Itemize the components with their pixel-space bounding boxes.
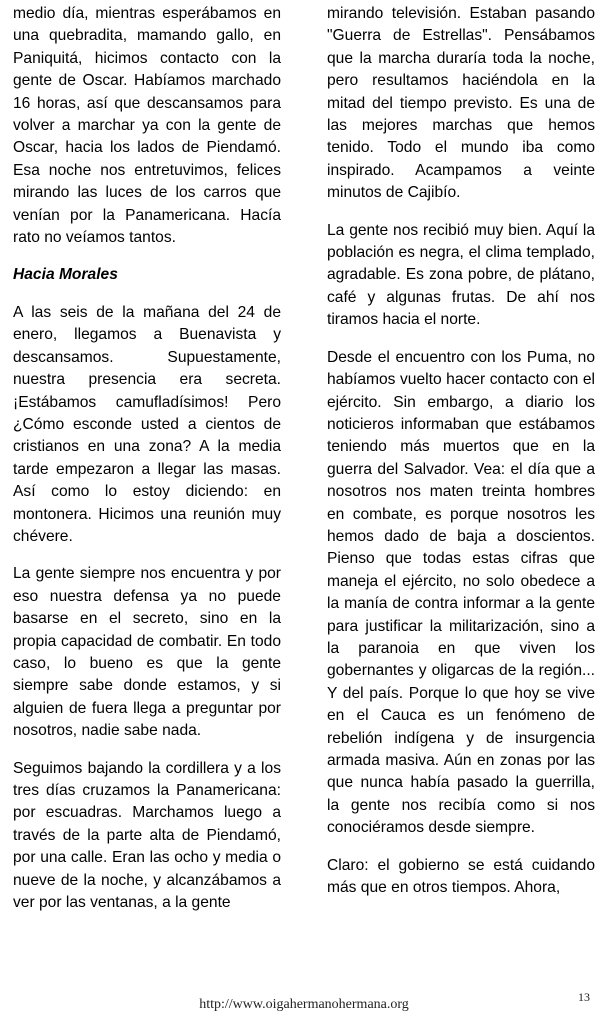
page-number: 13 xyxy=(578,990,590,1004)
paragraph: Seguimos bajando la cordillera y a los tres días cruzamos la Panamericana: por escuadras. Marchamos luego a través de la parte alta de Piendamó, por una calle. Eran las ocho y media o nueve de la noche, y alcanzábamos a ver por las ventanas, a la gente xyxy=(13,759,281,912)
paragraph: La gente siempre nos encuentra y por eso nuestra defensa ya no puede basarse en el secreto, sino en la propia capacidad de combatir. En todo caso, lo bueno es que la gente siempre sabe donde estamos, y si alguien de fuera llega a preguntar por nosotros, nadie sabe nada. xyxy=(13,565,281,740)
paragraph: Desde el encuentro con los Puma, no habíamos vuelto hacer contacto con el ejército. Sin embargo, a diario los noticieros informaban que estábamos teniendo más muertos que en la guerra del Salvador. Vea: el día que a nosotros nos maten treinta hombres en combate, es porque nosotros les hemos dado de baja a doscientos. Pienso que todas estas cifras que maneja el ejército, no solo obedece a la manía de contra informar a la gente para justificar la militarización, sino a la paranoia en que viven los gobernantes y oligarcas de la región... Y del país. Porque lo que hoy se vive en el Cauca es un fenómeno de rebelión indígena y de insurgencia armada masiva. Aún en zonas por las que nunca había pasado la guerrilla, la gente nos recibía como si nos conociéramos desde siempre. xyxy=(327,348,595,837)
paragraph: La gente nos recibió muy bien. Aquí la población es negra, el clima templado, agradable. Es zona pobre, de plátano, café y algunas frutas. De ahí nos tiramos hacia el norte. xyxy=(327,221,595,329)
paragraph: A las seis de la mañana del 24 de enero, llegamos a Buenavista y descansamos. Supuestamente, nuestra presencia era secreta. ¡Estábamos camufladísimos! Pero ¿Cómo esconde usted a cientos de cristianos en una zona? A la media tarde empezaron a llegar las masas. Así como lo estoy diciendo: en montonera. Hicimos una reunión muy chévere. xyxy=(13,303,281,545)
left-column xyxy=(13,3,281,929)
right-column xyxy=(327,3,595,914)
section-heading: Hacia Morales xyxy=(13,266,118,284)
footer-url: http://www.oigahermanohermana.org xyxy=(199,997,409,1012)
paragraph: Claro: el gobierno se está cuidando más que en otros tiempos. Ahora, xyxy=(327,856,595,897)
paragraph: mirando televisión. Estaban pasando "Guerra de Estrellas". Pensábamos que la marcha duraría toda la noche, pero resultamos haciéndola en la mitad del tiempo previsto. Es una de las mejores marchas que hemos tenido. Todo el mundo iba como inspirado. Acampamos a veinte minutos de Cajibío. xyxy=(327,5,595,202)
paragraph: medio día, mientras esperábamos en una quebradita, mamando gallo, en Paniquitá, hicimos contacto con la gente de Oscar. Habíamos marchado 16 horas, así que descansamos para volver a marchar ya con la gente de Oscar, hacia los lados de Piendamó. Esa noche nos entretuvimos, felices mirando las luces de los carros que venían por la Panamericana. Hacía rato no veíamos tantos. xyxy=(13,5,281,247)
